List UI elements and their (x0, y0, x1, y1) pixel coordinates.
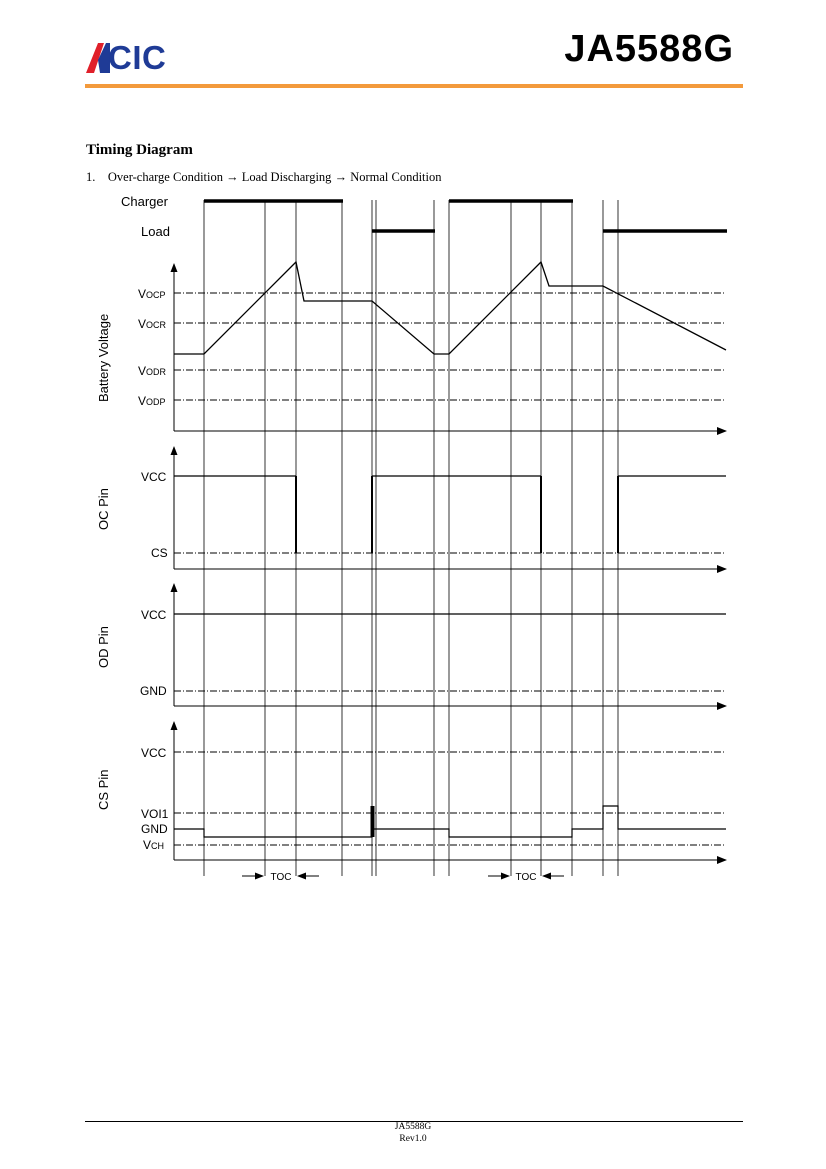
cs-pin-panel (96, 722, 726, 860)
vodp-main: V (138, 394, 147, 408)
threshold-labels (138, 287, 167, 408)
vodr-label (138, 364, 167, 378)
vodr-main: V (138, 364, 147, 378)
cs-level-labels (141, 746, 169, 852)
section-title: Timing Diagram (86, 142, 193, 158)
battery-voltage-waveform (174, 262, 726, 354)
logo-text: CIC (108, 39, 167, 76)
cs-axis-label: CS Pin (96, 769, 111, 810)
cs-waveform (174, 806, 726, 837)
sequence-step-2: Load Discharging (241, 170, 332, 184)
vodp-label (138, 394, 166, 408)
item-number: 1. (86, 170, 96, 184)
threshold-lines (174, 293, 726, 400)
od-vcc-label: VCC (141, 608, 167, 622)
oc-cs-label: CS (151, 546, 168, 560)
oc-pin-panel (96, 447, 726, 569)
vocr-sub: OCR (146, 320, 167, 330)
cs-vcc-label: VCC (141, 746, 167, 760)
vocr-main: V (138, 317, 147, 331)
battery-voltage-panel (96, 262, 726, 431)
vocp-label (138, 287, 166, 301)
vch-main: V (143, 838, 152, 852)
od-pin-panel (96, 584, 726, 706)
toc-annotation-1 (242, 872, 319, 883)
cs-voi1-label: VOI1 (141, 807, 169, 821)
footer-part-number: JA5588G (394, 1122, 432, 1132)
od-gnd-label: GND (140, 684, 167, 698)
part-number-title: JA5588G (564, 28, 734, 70)
vodp-sub: ODP (146, 397, 166, 407)
footer-revision: Rev1.0 (399, 1134, 427, 1144)
sequence-step-1: Over-charge Condition (107, 170, 223, 184)
toc-label: TOC (270, 872, 292, 883)
arrow-right-icon: → (226, 170, 239, 184)
cs-vch-label (143, 838, 164, 852)
vodr-sub: ODR (146, 367, 167, 377)
vocp-sub: OCP (146, 290, 166, 300)
toc-annotation-2 (488, 872, 564, 883)
battery-axis-label: Battery Voltage (96, 313, 111, 402)
oc-vcc-label: VCC (141, 470, 167, 484)
od-axis-label: OD Pin (96, 626, 111, 668)
cs-level-lines (174, 752, 726, 845)
vocp-main: V (138, 287, 147, 301)
vch-sub: CH (151, 841, 165, 851)
sequence-step-3: Normal Condition (350, 170, 442, 184)
vocr-label (138, 317, 167, 331)
toc-label: TOC (515, 872, 537, 883)
arrow-right-icon: → (334, 170, 348, 184)
timing-gridlines (204, 200, 618, 876)
load-label: Load (141, 224, 170, 239)
charger-label: Charger (121, 194, 168, 209)
cs-gnd-label: GND (141, 822, 168, 836)
cs-spike (371, 806, 375, 837)
oc-axis-label: OC Pin (96, 488, 111, 530)
